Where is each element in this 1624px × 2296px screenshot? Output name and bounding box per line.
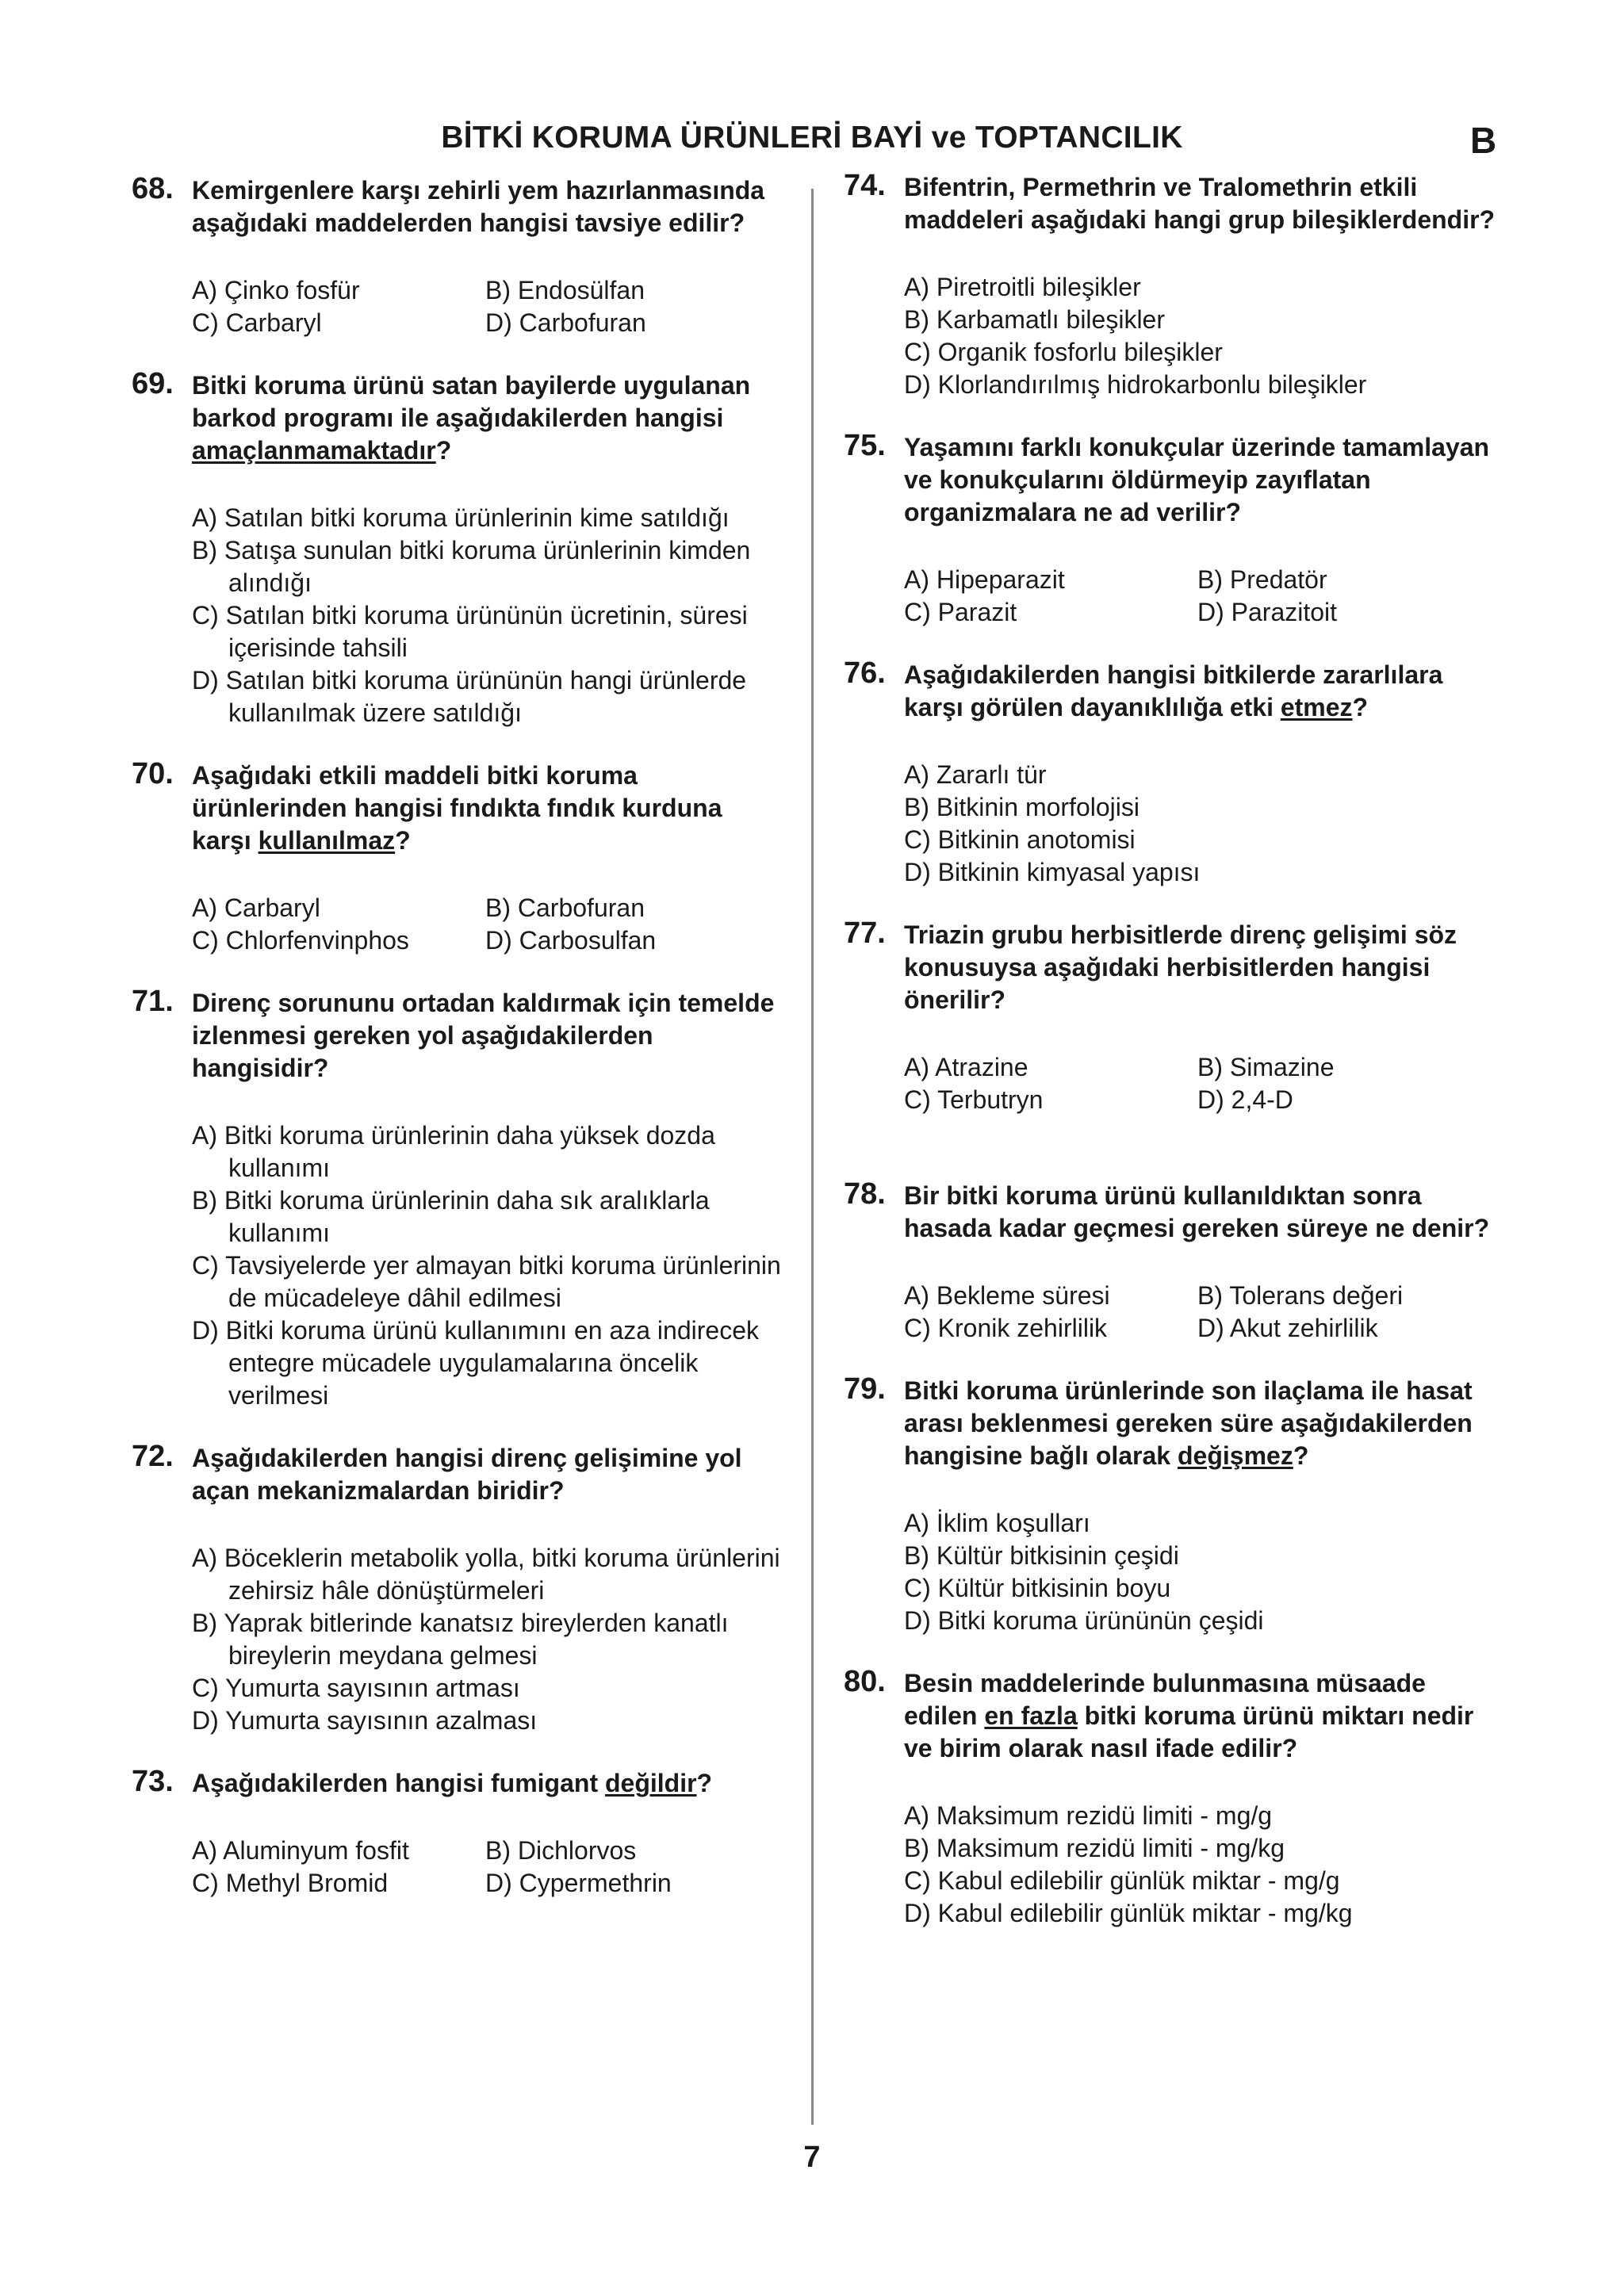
option-c[interactable]: C) Kabul edilebilir günlük miktar - mg/g (904, 1866, 1340, 1895)
option-a[interactable]: A) Carbaryl (192, 894, 320, 922)
question-70 (132, 757, 798, 957)
option-c[interactable]: C) Yumurta sayısının artması (192, 1674, 520, 1702)
question-number: 80. (844, 1665, 886, 1698)
question-75 (844, 431, 1526, 629)
option-b[interactable]: B) Bitkinin morfolojisi (904, 793, 1139, 821)
option-b[interactable]: B) Simazine (1197, 1053, 1335, 1081)
option-c[interactable]: C) Kültür bitkisinin boyu (904, 1574, 1171, 1602)
option-d[interactable]: D) Klorlandırılmış hidrokarbonlu bileşikler (904, 370, 1367, 399)
option-b[interactable]: B) Maksimum rezidü limiti - mg/kg (904, 1834, 1285, 1862)
question-text (192, 760, 779, 857)
option-c[interactable]: C) Satılan bitki koruma ürününün ücretinin, süresi içerisinde tahsili (192, 601, 748, 662)
option-b[interactable]: B) Dichlorvos (485, 1836, 637, 1865)
question-text-part: Aşağıdakilerden hangisi bitkilerde zararlılara karşı görülen dayanıklılığa etki (904, 660, 1443, 721)
option-c[interactable]: C) Kronik zehirlilik (904, 1314, 1108, 1342)
option-b[interactable]: B) Carbofuran (485, 894, 645, 922)
question-text-part: Bitki koruma ürünü satan bayilerde uygulanan barkod programı ile aşağıdakilerden hangisi (192, 371, 751, 432)
emphasized-word: amaçlanmamaktadır (192, 436, 436, 465)
question-text: Yaşamını farklı konukçular üzerinde tamamlayan ve konukçularını öldürmeyip zayıflatan organizmalara ne ad verilir? (904, 433, 1490, 526)
option-a[interactable]: A) Hipeparazit (904, 565, 1065, 594)
emphasized-word: en fazla (984, 1701, 1078, 1730)
option-d[interactable]: D) Cypermethrin (485, 1869, 672, 1897)
page-number: 7 (803, 2141, 821, 2174)
question-number: 71. (132, 985, 174, 1018)
answer-options (192, 274, 798, 339)
option-c[interactable]: C) Parazit (904, 598, 1017, 626)
column-divider (811, 189, 814, 2125)
option-b[interactable]: B) Kültür bitkisinin çeşidi (904, 1541, 1179, 1570)
question-79 (844, 1372, 1526, 1637)
question-78 (844, 1177, 1526, 1345)
option-c[interactable]: C) Chlorfenvinphos (192, 926, 409, 955)
question-text-part: Aşağıdakilerden hangisi fumigant (192, 1769, 605, 1797)
option-a[interactable]: A) Zararlı tür (904, 760, 1047, 789)
question-text: Bir bitki koruma ürünü kullanıldıktan sonra hasada kadar geçmesi gereken süreye ne denir? (904, 1181, 1490, 1242)
option-a[interactable]: A) Bitki koruma ürünlerinin daha yüksek dozda kullanımı (192, 1121, 715, 1182)
option-a[interactable]: A) Bekleme süresi (904, 1281, 1110, 1310)
question-text-part: ? (1293, 1441, 1309, 1470)
question-number: 72. (132, 1440, 174, 1473)
option-d[interactable]: D) Akut zehirlilik (1197, 1314, 1378, 1342)
option-b[interactable]: B) Karbamatlı bileşikler (904, 305, 1165, 334)
question-number: 69. (132, 367, 174, 400)
question-text-part: Besin maddelerinde bulunmasına müsaade edilen (904, 1669, 1426, 1730)
answer-options (192, 1835, 798, 1900)
option-a[interactable]: A) Böceklerin metabolik yolla, bitki koruma ürünlerini zehirsiz hâle dönüştürmeleri (192, 1544, 780, 1605)
question-69 (132, 369, 798, 729)
option-d[interactable]: D) Satılan bitki koruma ürününün hangi ürünlerde kullanılmak üzere satıldığı (192, 666, 747, 727)
question-text-part: Bitki koruma ürünlerinde son ilaçlama ile hasat arası beklenmesi gereken süre aşağıdakilerden hangisine bağlı olarak (904, 1376, 1473, 1470)
question-number: 74. (844, 169, 886, 202)
option-b[interactable]: B) Predatör (1197, 565, 1327, 594)
booklet-letter: B (1470, 120, 1497, 161)
question-number: 68. (132, 172, 174, 205)
question-text-part: bitki koruma ürünü miktarı nedir ve birim olarak nasıl ifade edilir? (904, 1701, 1474, 1762)
question-text: Triazin grubu herbisitlerde direnç gelişimi söz konusuysa aşağıdaki herbisitlerden hangisi önerilir? (904, 920, 1457, 1014)
question-number: 78. (844, 1177, 886, 1211)
question-number: 77. (844, 916, 886, 950)
option-b[interactable]: B) Bitki koruma ürünlerinin daha sık aralıklarla kullanımı (192, 1186, 710, 1247)
question-text: Direnç sorununu ortadan kaldırmak için temelde izlenmesi gereken yol aşağıdakilerden hangisidir? (192, 989, 775, 1082)
question-text (904, 1375, 1515, 1472)
option-a[interactable]: A) Satılan bitki koruma ürünlerinin kime satıldığı (192, 503, 730, 532)
question-number: 75. (844, 429, 886, 462)
question-text: Kemirgenlere karşı zehirli yem hazırlanmasında aşağıdaki maddelerden hangisi tavsiye edilir? (192, 176, 765, 237)
question-text-part: ? (1352, 693, 1369, 721)
question-text (904, 1667, 1491, 1765)
question-number: 76. (844, 656, 886, 690)
option-c[interactable]: C) Carbaryl (192, 308, 322, 337)
option-a[interactable]: A) Maksimum rezidü limiti - mg/g (904, 1801, 1273, 1830)
answer-options (904, 1507, 1526, 1637)
emphasized-word: değişmez (1177, 1441, 1293, 1470)
option-d[interactable]: D) Parazitoit (1197, 598, 1338, 626)
answer-options (904, 564, 1526, 629)
question-text: Bifentrin, Permethrin ve Tralomethrin etkili maddeleri aşağıdaki hangi grup bileşiklerdendir? (904, 173, 1496, 234)
answer-options (904, 1280, 1526, 1345)
option-c[interactable]: C) Tavsiyelerde yer almayan bitki koruma ürünlerinin de mücadeleye dâhil edilmesi (192, 1251, 781, 1312)
question-text (904, 659, 1507, 724)
question-68 (132, 174, 798, 339)
option-a[interactable]: A) Aluminyum fosfit (192, 1836, 409, 1865)
question-number: 79. (844, 1372, 886, 1406)
left-column (132, 173, 798, 1900)
option-d[interactable]: D) Bitki koruma ürünü kullanımını en aza indirecek entegre mücadele uygulamalarına öncelik verilmesi (192, 1316, 759, 1410)
answer-options (192, 1119, 798, 1412)
question-number: 70. (132, 757, 174, 790)
question-number: 73. (132, 1765, 174, 1798)
answer-options (904, 271, 1526, 401)
option-b[interactable]: B) Satışa sunulan bitki koruma ürünlerinin kimden alındığı (192, 536, 751, 597)
answer-options (904, 1051, 1526, 1116)
question-73 (132, 1767, 798, 1900)
emphasized-word: kullanılmaz (258, 826, 396, 855)
option-c[interactable]: C) Organik fosforlu bileşikler (904, 338, 1223, 366)
option-d[interactable]: D) Bitki koruma ürününün çeşidi (904, 1606, 1264, 1635)
question-72 (132, 1442, 798, 1737)
right-column (844, 169, 1526, 1930)
option-d[interactable]: D) Yumurta sayısının azalması (192, 1706, 538, 1735)
answer-options (904, 1800, 1526, 1930)
option-c[interactable]: C) Terbutryn (904, 1085, 1044, 1114)
question-text-part: ? (395, 826, 411, 855)
answer-options (192, 892, 798, 957)
option-a[interactable]: A) Atrazine (904, 1053, 1028, 1081)
exam-title: BİTKİ KORUMA ÜRÜNLERİ BAYİ ve TOPTANCILIK (441, 121, 1183, 155)
question-text (192, 1767, 795, 1800)
option-a[interactable]: A) İklim koşulları (904, 1509, 1090, 1537)
question-text-part: ? (435, 436, 452, 465)
question-76 (844, 656, 1526, 889)
page-header (0, 121, 1624, 162)
option-b[interactable]: B) Endosülfan (485, 276, 645, 304)
option-d[interactable]: D) Carbofuran (485, 308, 646, 337)
question-text-part: Aşağıdaki etkili maddeli bitki koruma ürünlerinden hangisi fındıkta fındık kurduna karşı (192, 761, 722, 855)
option-d[interactable]: D) Carbosulfan (485, 926, 657, 955)
option-b[interactable]: B) Yaprak bitlerinde kanatsız bireylerden kanatlı bireylerin meydana gelmesi (192, 1609, 729, 1670)
question-77 (844, 916, 1526, 1116)
option-a[interactable]: A) Çinko fosfür (192, 276, 360, 304)
question-71 (132, 987, 798, 1412)
question-text: Aşağıdakilerden hangisi direnç gelişimine yol açan mekanizmalardan biridir? (192, 1444, 742, 1505)
option-d[interactable]: D) Bitkinin kimyasal yapısı (904, 858, 1201, 886)
option-d[interactable]: D) 2,4-D (1197, 1085, 1293, 1114)
answer-options (904, 759, 1526, 889)
option-a[interactable]: A) Piretroitli bileşikler (904, 273, 1141, 301)
option-b[interactable]: B) Tolerans değeri (1197, 1281, 1404, 1310)
question-74 (844, 171, 1526, 401)
emphasized-word: etmez (1280, 693, 1353, 721)
answer-options (192, 1542, 798, 1737)
question-text-part: ? (696, 1769, 713, 1797)
emphasized-word: değildir (604, 1769, 697, 1797)
question-80 (844, 1667, 1526, 1930)
option-c[interactable]: C) Methyl Bromid (192, 1869, 389, 1897)
answer-options (192, 502, 798, 729)
option-c[interactable]: C) Bitkinin anotomisi (904, 825, 1136, 854)
option-d[interactable]: D) Kabul edilebilir günlük miktar - mg/kg (904, 1899, 1353, 1927)
question-text (192, 369, 795, 467)
